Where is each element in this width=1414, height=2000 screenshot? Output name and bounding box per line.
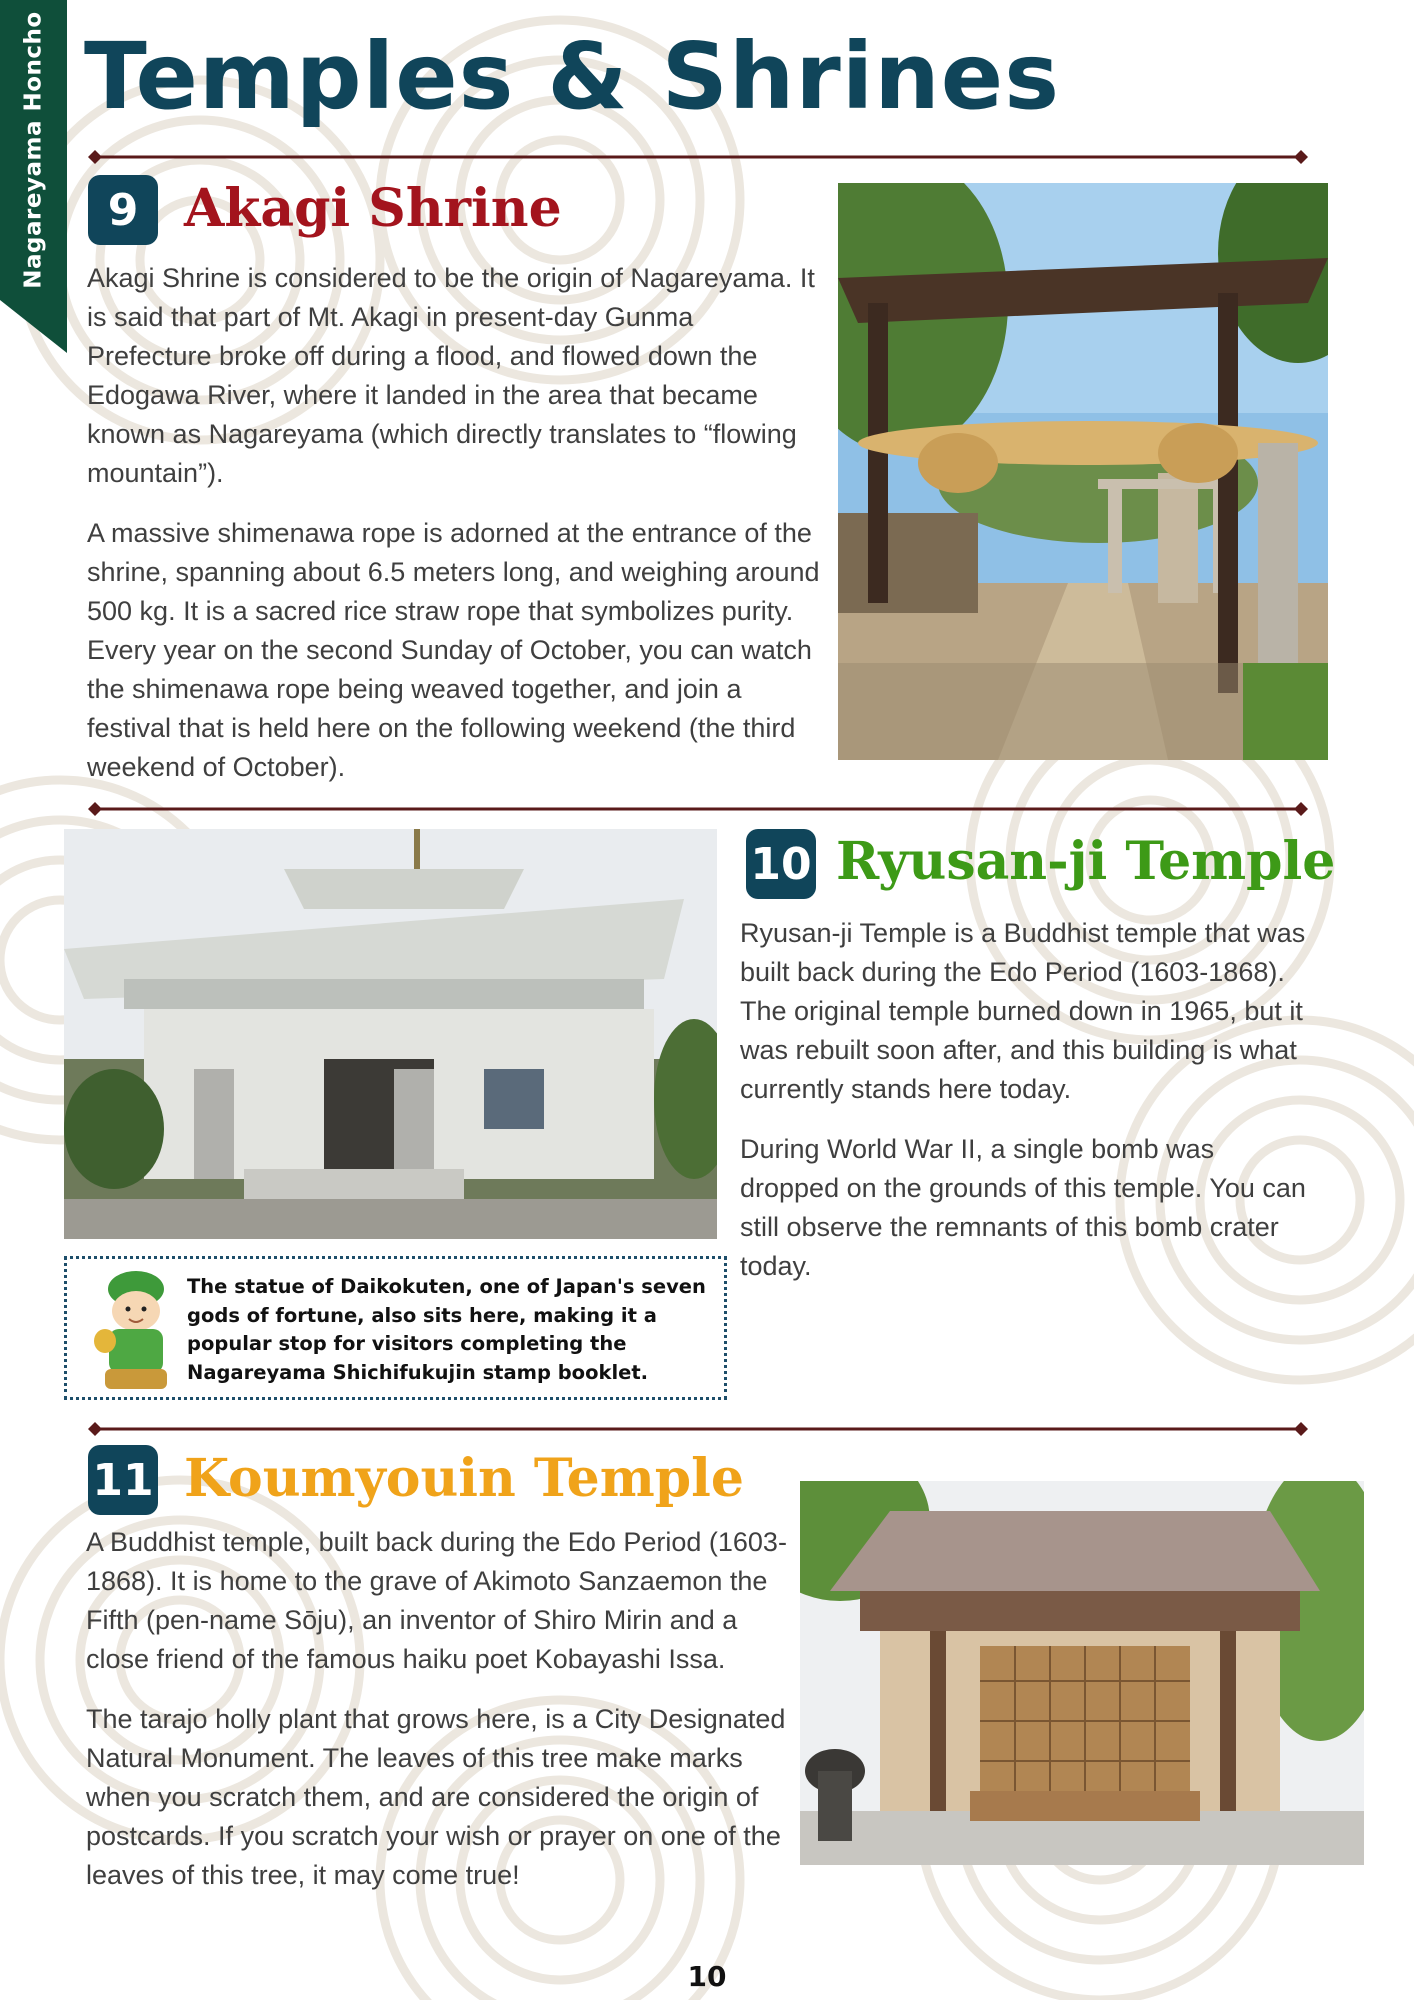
- side-tab-label: Nagareyama Honcho: [20, 11, 47, 289]
- daikokuten-note-box: [64, 1256, 727, 1400]
- paragraph: Akagi Shrine is considered to be the origin of Nagareyama. It is said that part of Mt. Akagi in present-day Gunma Prefecture broke off during a flood, and flowed down the Edogawa River, where it landed in the area that became known as Nagareyama (which directly translates to “flowing mountain”).: [87, 263, 815, 488]
- section-number-badge: 9: [88, 175, 158, 245]
- section-divider: [88, 1422, 1308, 1436]
- paragraph: Ryusan-ji Temple is a Buddhist temple that was built back during the Edo Period (1603-1868). The original temple burned down in 1965, but it was rebuilt soon after, and this building is what currently stands here today.: [740, 918, 1306, 1104]
- ryusan-ji-temple-description: [740, 914, 1320, 1307]
- ryusan-ji-temple-photo: [64, 829, 717, 1239]
- paragraph: A Buddhist temple, built back during the Edo Period (1603-1868). It is home to the grave of Akimoto Sanzaemon the Fifth (pen-name Sōju), an inventor of Shiro Mirin and a close friend of the famous haiku poet Kobayashi Issa.: [86, 1527, 787, 1674]
- section-divider: [88, 150, 1308, 164]
- koumyouin-temple-photo: [800, 1481, 1364, 1865]
- paragraph: A massive shimenawa rope is adorned at the entrance of the shrine, spanning about 6.5 meters long, and weighing around 500 kg. It is a sacred rice straw rope that symbolizes purity. Every year on the second Sunday of October, you can watch the shimenawa rope being weaved together, and join a festival that is held here on the following weekend (the third weekend of October).: [87, 518, 820, 782]
- page-number: 10: [687, 1960, 727, 1993]
- section-number-badge: 11: [88, 1445, 158, 1515]
- paragraph: During World War II, a single bomb was dropped on the grounds of this temple. You can still observe the remnants of this bomb crater today.: [740, 1134, 1306, 1281]
- side-tab-label-wrap: [0, 0, 67, 300]
- page-title: Temples & Shrines: [84, 23, 1060, 130]
- daikokuten-note-text: The statue of Daikokuten, one of Japan's seven gods of fortune, also sits here, making it a popular stop for visitors completing the Nagareyama Shichifukujin stamp booklet.: [187, 1275, 706, 1384]
- akagi-shrine-photo: [838, 183, 1328, 760]
- koumyouin-temple-description: [86, 1523, 806, 1916]
- section-number-badge: 10: [746, 829, 816, 899]
- section-title-koumyouin-temple: Koumyouin Temple: [184, 1448, 744, 1509]
- section-title-akagi-shrine: Akagi Shrine: [184, 178, 562, 239]
- section-divider: [88, 802, 1308, 816]
- daikokuten-mascot-illustration: [91, 1267, 181, 1395]
- side-tab: [0, 0, 67, 353]
- akagi-shrine-description: [87, 259, 822, 808]
- section-title-ryusan-ji-temple: Ryusan-ji Temple: [836, 831, 1336, 892]
- paragraph: The tarajo holly plant that grows here, is a City Designated Natural Monument. The leaves of this tree make marks when you scratch them, and are considered the origin of postcards. If you scratch your wish or prayer on one of the leaves of this tree, it may come true!: [86, 1704, 786, 1890]
